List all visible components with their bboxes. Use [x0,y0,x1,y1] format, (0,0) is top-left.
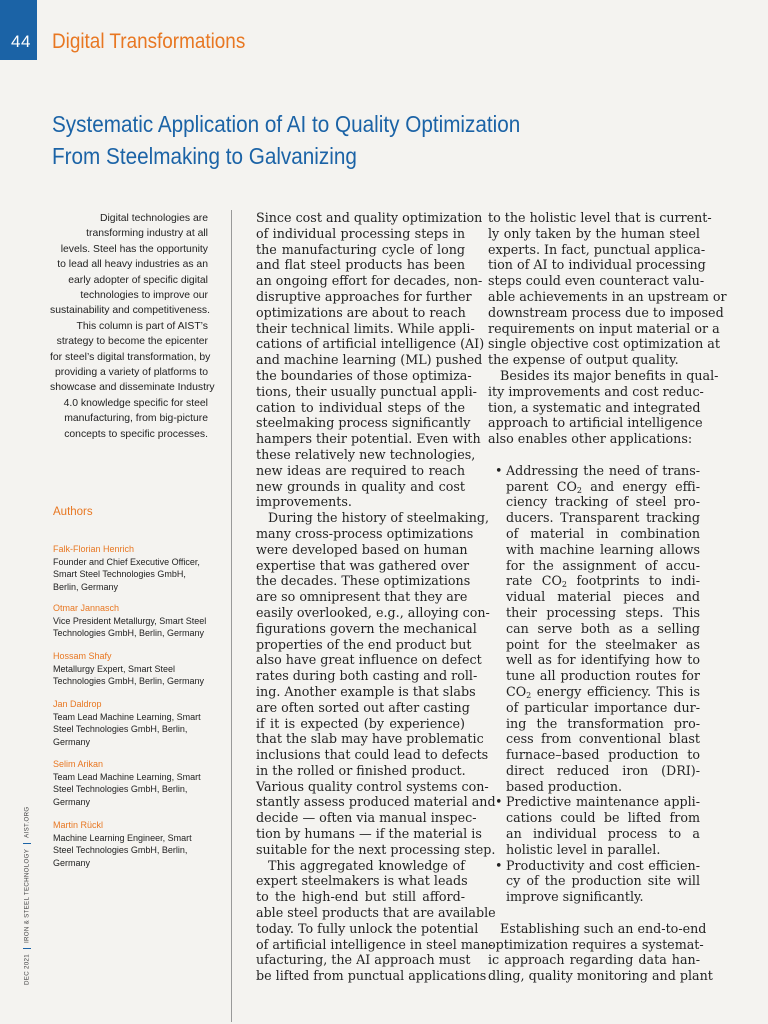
text-line: new ideas are required to reach [256,462,465,478]
text-run: rate CO [506,573,562,589]
text-line: During the history of steelmaking, [268,510,490,526]
author-entry [53,650,228,688]
text-line: for the assignment of accu- [506,557,700,573]
author-affiliation [53,663,228,688]
text-line: ing. Another example is that slabs [256,683,476,699]
affiliation-line: Germany [53,736,91,747]
page-number-tab [0,0,37,60]
author-name: Selim Arikan [53,759,104,769]
text-line: of artificial intelligence in steel man- [256,936,493,952]
text-line: today. To fully unlock the potential [256,920,479,936]
author-entry [53,543,228,593]
text-line [488,684,700,700]
spacer [488,447,700,463]
text-line: disruptive approaches for further [256,288,472,304]
text-line: Besides its major benefits in qual- [500,367,719,383]
text-line: an ongoing effort for decades, non- [256,273,483,289]
text-line: suitable for the next processing step. [256,841,496,857]
affiliation-line: Metallurgy Expert, Smart Steel [53,663,176,674]
text-line: optimizations are about to reach [256,304,466,320]
text-line: improve significantly. [506,889,644,905]
author-affiliation [53,556,228,594]
text-line: rates during both casting and roll- [256,668,478,684]
intro-line: strategy to become the epicenter [56,336,208,348]
text-line: well as for identifying how to [506,652,700,668]
intro-line: transforming industry at all [86,228,208,240]
text-line: ducers. Transparent tracking [506,510,700,526]
author-entry [53,698,228,748]
text-line: Since cost and quality optimization [256,210,483,225]
issue-date: DEC 2021 [23,954,31,985]
text-line: the decades. These optimizations [256,573,471,589]
intro-line: This column is part of AIST’s [76,320,208,332]
text-line: to the high-end but still afford- [256,889,465,905]
intro-line: Digital technologies are [99,213,208,224]
text-run: and energy effi- [581,478,700,494]
affiliation-line: Steel Technologies GmbH, Berlin, [53,784,188,795]
text-line: of particular importance dur- [506,699,700,715]
text-line: an individual process to a [506,826,700,842]
intro-line: technologies to improve our [80,290,208,302]
text-line: inclusions that could lead to defects [256,747,489,763]
text-line: cations of artificial intelligence (AI) [256,336,485,352]
intro-line: to lead all heavy industries as an [57,259,208,271]
text-line: and flat steel products has been [256,257,465,273]
column-divider [231,210,232,1022]
affiliation-line: Smart Steel Technologies GmbH, [53,569,186,580]
author-name: Martin Rückl [53,820,104,830]
text-line: their processing steps. This [506,604,700,620]
author-affiliation [53,711,228,749]
headline-line-2: From Steelmaking to Galvanizing [52,143,357,169]
text-line: direct reduced iron (DRI)- [506,762,700,778]
text-line: dling, quality monitoring and plant [488,968,713,984]
text-line: were developed based on human [256,541,468,557]
intro-line: sustainability and competitiveness. [50,305,210,317]
text-line [488,573,700,589]
author-name: Falk-Florian Henrich [53,544,135,554]
bullet-item: • Addressing the need of trans- [488,463,700,479]
website: AIST.ORG [23,806,31,838]
text-line: point for the steelmaker as [506,636,700,652]
page-number: 44 [11,32,31,51]
affiliation-line: Technologies GmbH, Berlin, Germany [53,676,205,687]
text-line: new grounds in quality and cost [256,478,465,494]
article-headline [52,108,610,172]
body-column-1 [256,210,496,984]
text-line: experts. In fact, punctual applica- [488,241,706,257]
affiliation-line: Machine Learning Engineer, Smart [53,832,192,843]
text-line: hampers their potential. Even with [256,431,481,447]
text-run: CO [506,683,527,699]
authors-heading: Authors [53,506,93,518]
text-line: the boundaries of those optimiza- [256,367,472,383]
text-line: these relatively new technologies, [256,446,476,462]
text-line: cations could be lifted from [506,810,700,826]
text-line: decide — often via manual inspec- [256,810,477,826]
text-line: be lifted from punctual applications [256,968,487,984]
text-line: requirements on input material or a [488,320,720,336]
author-name: Otmar Jannasch [53,603,120,613]
text-line: This aggregated knowledge of [268,857,465,873]
bullet-item: • Productivity and cost efficien- [488,858,700,874]
text-line: Establishing such an end-to-end [500,920,707,936]
intro-line: early adopter of specific digital [68,274,208,286]
text-line: of material in combination [506,525,700,541]
affiliation-line: Vice President Metallurgy, Smart Steel [53,615,207,626]
affiliation-line: Steel Technologies GmbH, Berlin, [53,845,188,856]
text-line: improvements. [256,494,352,510]
author-entry [53,758,228,808]
section-title: Digital Transformations [52,30,246,53]
text-line: stantly assess produced material and [256,794,496,810]
affiliation-line: Steel Technologies GmbH, Berlin, [53,724,188,735]
issue-metadata [23,807,31,985]
text-line: steelmaking process significantly [256,415,471,431]
intro-line: manufacturing, from big-picture [64,413,208,425]
text-line: vidual material pieces and [506,589,700,605]
author-name: Jan Daldrop [53,699,102,709]
text-line [488,479,700,495]
subscript: 2 [526,690,532,700]
text-line: the expense of output quality. [488,352,679,368]
intro-blurb [50,211,215,442]
intro-line: providing a variety of platforms to [54,367,208,379]
affiliation-line: Founder and Chief Executive Officer, [53,556,200,567]
text-line: also enables other applications: [488,431,693,447]
text-run: energy efficiency. This is [531,683,700,699]
affiliation-line: Team Lead Machine Learning, Smart [53,771,201,782]
affiliation-line: Team Lead Machine Learning, Smart [53,711,201,722]
text-line: optimization requires a systemat- [488,936,704,952]
author-entry [53,602,228,640]
text-line: tions, their usually punctual appli- [256,383,477,399]
text-line: ufacturing, the AI approach must [256,952,471,968]
text-line: Various quality control systems con- [256,778,489,794]
affiliation-line: Germany [53,796,91,807]
text-line: that the slab may have problematic [256,731,484,747]
text-line: holistic level in parallel. [506,841,661,857]
intro-line: showcase and disseminate Industry [50,382,215,394]
text-line: tion of AI to individual processing [488,257,706,273]
text-line: can serve both as a selling [506,620,700,636]
text-line: of individual processing steps in [256,225,465,241]
text-line: are often sorted out after casting [256,699,470,715]
text-line: tune all production routes for [506,668,700,684]
text-line: able steel products that are available [256,905,496,921]
divider [23,843,31,844]
text-line: easily overlooked, e.g., alloying con- [256,604,490,620]
headline-line-1: Systematic Application of AI to Quality Optimization [52,111,521,137]
text-line: their technical limits. While appli- [256,320,475,336]
text-line: are so omnipresent that they are [256,589,468,605]
text-line: ciency tracking of steel pro- [506,494,700,510]
text-line: tion by humans — if the material is [256,826,482,842]
text-line: in the rolled or finished product. [256,762,466,778]
author-affiliation [53,832,228,870]
affiliation-line: Technologies GmbH, Berlin, Germany [53,628,205,639]
author-entry [53,819,228,869]
intro-line: concepts to specific processes. [64,428,208,440]
text-line: based production. [506,778,623,794]
text-line: cation to individual steps of the [256,399,465,415]
text-line: if it is expected (by experience) [256,715,465,731]
text-line: tion, a systematic and integrated [488,399,701,415]
divider [23,948,31,949]
text-line: ing the transformation pro- [506,715,700,731]
text-line: steps could even counteract valu- [488,273,705,289]
author-affiliation [53,615,228,640]
author-name: Hossam Shafy [53,651,112,661]
text-line: figurations govern the mechanical [256,620,477,636]
text-line: approach to artificial intelligence [488,415,703,431]
text-line: to the holistic level that is current- [488,210,712,225]
text-run: footprints to indi- [566,573,700,589]
subscript: 2 [576,485,582,495]
text-run: parent CO [506,478,577,494]
text-line: also have great influence on defect [256,652,482,668]
body-column-2 [488,210,727,984]
subscript: 2 [561,580,567,590]
text-line: many cross-process optimizations [256,525,474,541]
text-line: expertise that was gathered over [256,557,470,573]
spacer [488,905,700,921]
text-line: furnace–based production to [506,747,700,763]
bullet-item: • Predictive maintenance appli- [488,794,700,810]
text-line: the manufacturing cycle of long [256,241,465,257]
magazine-name: IRON & STEEL TECHNOLOGY [23,848,31,944]
text-line: and machine learning (ML) pushed [256,352,483,368]
text-line: ly only taken by the human steel [488,225,700,241]
affiliation-line: Germany [53,857,91,868]
text-line: ic approach regarding data han- [488,952,700,968]
text-line: cess from conventional blast [506,731,700,747]
text-line: single objective cost optimization at [488,336,720,352]
text-line: with machine learning allows [506,541,700,557]
text-line: properties of the end product but [256,636,472,652]
text-line: ity improvements and cost reduc- [488,383,704,399]
text-line: expert steelmakers is what leads [256,873,468,889]
affiliation-line: Berlin, Germany [53,581,119,592]
intro-line: for steel’s digital transformation, by [50,351,211,363]
text-line: able achievements in an upstream or [488,288,727,304]
text-line: cy of the production site will [506,873,700,889]
intro-line: 4.0 knowledge specific for steel [63,397,208,409]
text-line: downstream process due to imposed [488,304,724,320]
author-affiliation [53,771,228,809]
intro-line: levels. Steel has the opportunity [60,243,208,255]
